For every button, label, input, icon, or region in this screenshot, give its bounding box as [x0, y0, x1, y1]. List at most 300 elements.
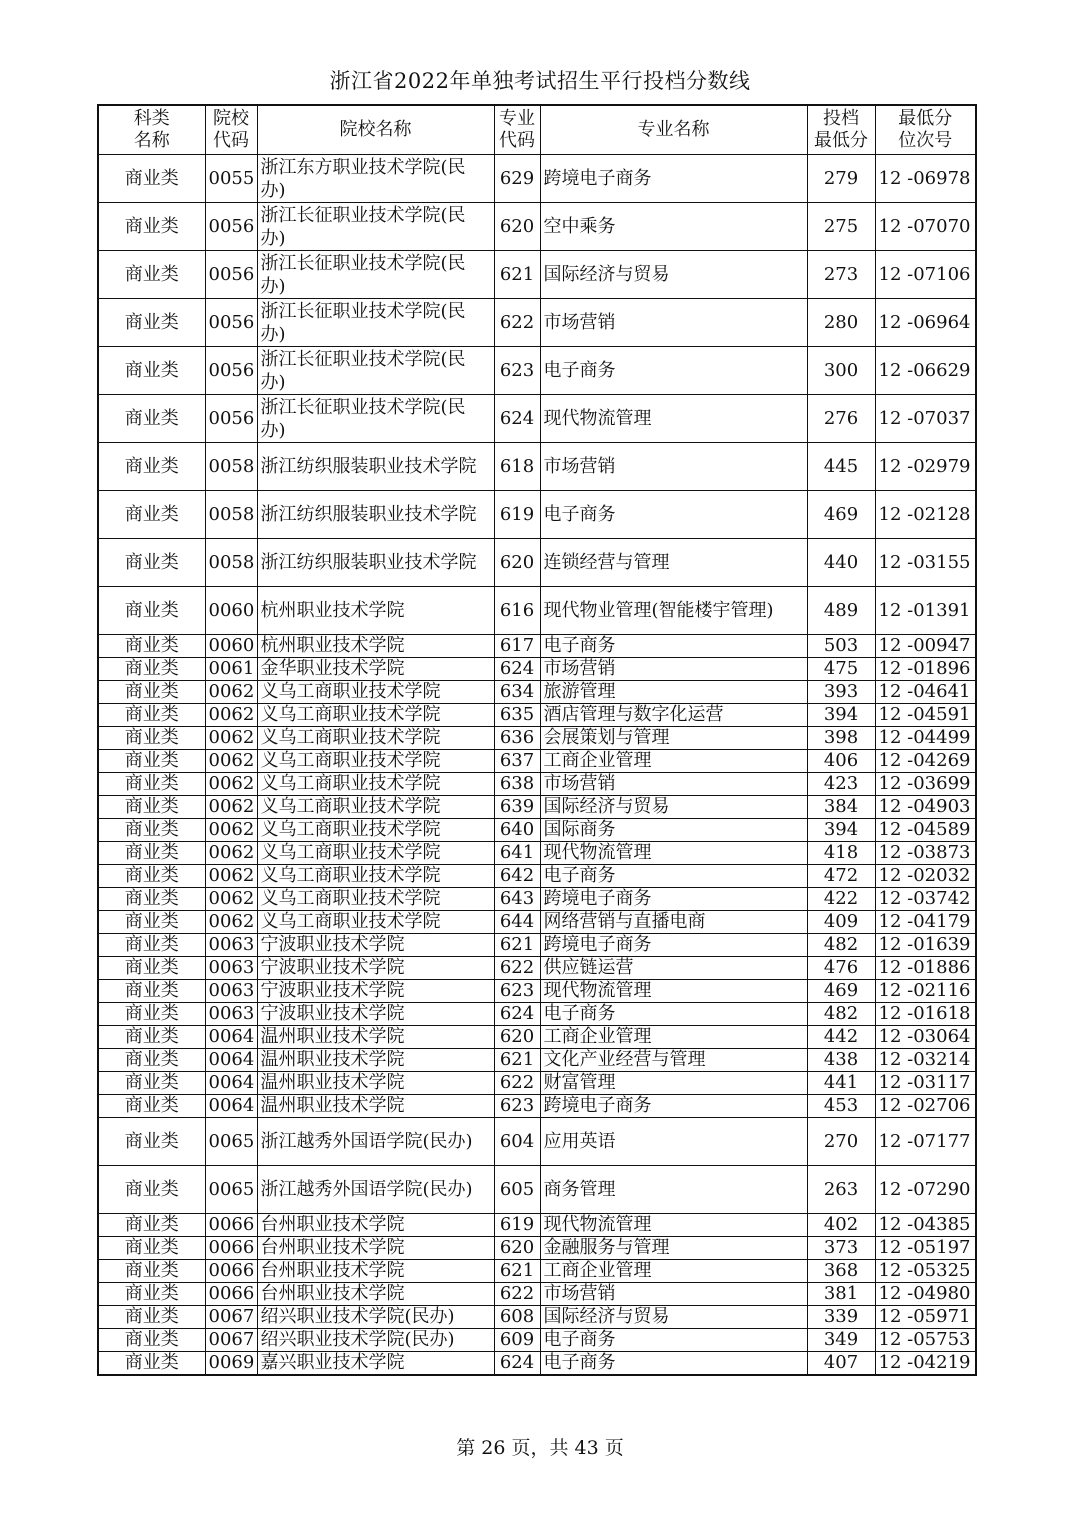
school-code-cell: 0064 [205, 1095, 257, 1118]
major-code-cell: 623 [494, 347, 540, 395]
category-cell: 商业类 [98, 1095, 205, 1118]
min-rank-cell: 12 -03117 [875, 1072, 976, 1095]
major-code-cell: 643 [494, 888, 540, 911]
category-cell: 商业类 [98, 1260, 205, 1283]
category-cell: 商业类 [98, 704, 205, 727]
table-row [98, 681, 976, 704]
table-row [98, 1166, 976, 1214]
table-row [98, 395, 976, 443]
school-name-cell: 义乌工商职业技术学院 [257, 888, 494, 911]
major-name-cell: 市场营销 [540, 1283, 807, 1306]
school-code-cell: 0056 [205, 203, 257, 251]
table-row [98, 539, 976, 587]
category-cell: 商业类 [98, 934, 205, 957]
school-code-cell: 0062 [205, 727, 257, 750]
school-name-cell: 浙江东方职业技术学院(民办) [257, 155, 494, 203]
min-rank-cell: 12 -07177 [875, 1118, 976, 1166]
school-name-cell: 义乌工商职业技术学院 [257, 911, 494, 934]
major-name-cell: 电子商务 [540, 1003, 807, 1026]
major-code-cell: 618 [494, 443, 540, 491]
school-code-cell: 0062 [205, 819, 257, 842]
table-row [98, 727, 976, 750]
table-row [98, 819, 976, 842]
category-cell: 商业类 [98, 587, 205, 635]
school-name-cell: 温州职业技术学院 [257, 1072, 494, 1095]
major-name-cell: 现代物流管理 [540, 395, 807, 443]
category-cell: 商业类 [98, 1026, 205, 1049]
min-score-cell: 368 [807, 1260, 875, 1283]
min-rank-cell: 12 -04385 [875, 1214, 976, 1237]
min-rank-cell: 12 -05753 [875, 1329, 976, 1352]
school-name-cell: 浙江越秀外国语学院(民办) [257, 1118, 494, 1166]
school-name-cell: 浙江纺织服装职业技术学院 [257, 443, 494, 491]
min-score-cell: 279 [807, 155, 875, 203]
school-name-cell: 宁波职业技术学院 [257, 934, 494, 957]
major-name-cell: 会展策划与管理 [540, 727, 807, 750]
school-code-cell: 0058 [205, 443, 257, 491]
min-score-cell: 373 [807, 1237, 875, 1260]
min-score-cell: 472 [807, 865, 875, 888]
table-row [98, 1003, 976, 1026]
table-row [98, 347, 976, 395]
min-score-cell: 503 [807, 635, 875, 658]
min-score-cell: 482 [807, 1003, 875, 1026]
category-cell: 商业类 [98, 842, 205, 865]
school-code-cell: 0056 [205, 395, 257, 443]
category-cell: 商业类 [98, 681, 205, 704]
table-row [98, 587, 976, 635]
min-rank-cell: 12 -02979 [875, 443, 976, 491]
major-name-cell: 现代物业管理(智能楼宇管理) [540, 587, 807, 635]
school-code-cell: 0069 [205, 1352, 257, 1376]
major-code-cell: 623 [494, 980, 540, 1003]
min-rank-cell: 12 -04179 [875, 911, 976, 934]
school-code-cell: 0056 [205, 251, 257, 299]
min-rank-cell: 12 -03699 [875, 773, 976, 796]
school-code-cell: 0063 [205, 957, 257, 980]
min-score-cell: 394 [807, 819, 875, 842]
school-name-cell: 浙江长征职业技术学院(民办) [257, 395, 494, 443]
major-code-cell: 644 [494, 911, 540, 934]
min-rank-cell: 12 -01618 [875, 1003, 976, 1026]
major-name-cell: 工商企业管理 [540, 1260, 807, 1283]
table-row [98, 299, 976, 347]
min-rank-cell: 12 -03742 [875, 888, 976, 911]
min-score-cell: 263 [807, 1166, 875, 1214]
table-row [98, 773, 976, 796]
min-score-cell: 482 [807, 934, 875, 957]
major-code-cell: 619 [494, 491, 540, 539]
school-code-cell: 0063 [205, 980, 257, 1003]
school-code-cell: 0063 [205, 934, 257, 957]
school-name-cell: 浙江长征职业技术学院(民办) [257, 299, 494, 347]
category-cell: 商业类 [98, 443, 205, 491]
major-name-cell: 电子商务 [540, 1329, 807, 1352]
min-rank-cell: 12 -04591 [875, 704, 976, 727]
min-score-cell: 409 [807, 911, 875, 934]
table-row [98, 1095, 976, 1118]
min-score-cell: 393 [807, 681, 875, 704]
table-row [98, 491, 976, 539]
min-rank-cell: 12 -07037 [875, 395, 976, 443]
min-rank-cell: 12 -03873 [875, 842, 976, 865]
school-name-cell: 宁波职业技术学院 [257, 980, 494, 1003]
min-rank-cell: 12 -04641 [875, 681, 976, 704]
min-score-cell: 418 [807, 842, 875, 865]
school-name-cell: 义乌工商职业技术学院 [257, 773, 494, 796]
major-name-cell: 旅游管理 [540, 681, 807, 704]
school-name-cell: 义乌工商职业技术学院 [257, 750, 494, 773]
min-score-cell: 445 [807, 443, 875, 491]
category-cell: 商业类 [98, 299, 205, 347]
min-rank-cell: 12 -03214 [875, 1049, 976, 1072]
school-code-cell: 0064 [205, 1049, 257, 1072]
major-name-cell: 酒店管理与数字化运营 [540, 704, 807, 727]
major-name-cell: 电子商务 [540, 1352, 807, 1376]
school-code-cell: 0062 [205, 704, 257, 727]
min-score-cell: 440 [807, 539, 875, 587]
major-code-cell: 604 [494, 1118, 540, 1166]
category-cell: 商业类 [98, 819, 205, 842]
table-row [98, 203, 976, 251]
school-code-cell: 0065 [205, 1166, 257, 1214]
header-row [98, 105, 976, 155]
category-cell: 商业类 [98, 1306, 205, 1329]
major-code-cell: 617 [494, 635, 540, 658]
category-cell: 商业类 [98, 957, 205, 980]
min-rank-cell: 12 -06629 [875, 347, 976, 395]
major-code-cell: 624 [494, 658, 540, 681]
major-name-cell: 电子商务 [540, 491, 807, 539]
table-row [98, 1026, 976, 1049]
min-rank-cell: 12 -02032 [875, 865, 976, 888]
major-code-cell: 620 [494, 203, 540, 251]
table-row [98, 1118, 976, 1166]
min-score-cell: 339 [807, 1306, 875, 1329]
school-code-cell: 0055 [205, 155, 257, 203]
school-name-cell: 温州职业技术学院 [257, 1049, 494, 1072]
school-code-cell: 0062 [205, 681, 257, 704]
major-name-cell: 现代物流管理 [540, 1214, 807, 1237]
category-cell: 商业类 [98, 491, 205, 539]
major-code-cell: 624 [494, 395, 540, 443]
table-row [98, 750, 976, 773]
school-code-cell: 0066 [205, 1214, 257, 1237]
school-name-cell: 浙江纺织服装职业技术学院 [257, 491, 494, 539]
major-code-cell: 622 [494, 957, 540, 980]
major-code-cell: 622 [494, 1283, 540, 1306]
school-code-cell: 0056 [205, 299, 257, 347]
table-row [98, 888, 976, 911]
min-score-cell: 280 [807, 299, 875, 347]
category-cell: 商业类 [98, 635, 205, 658]
min-score-cell: 438 [807, 1049, 875, 1072]
category-cell: 商业类 [98, 155, 205, 203]
category-cell: 商业类 [98, 911, 205, 934]
school-name-cell: 浙江纺织服装职业技术学院 [257, 539, 494, 587]
school-code-cell: 0062 [205, 796, 257, 819]
school-name-cell: 浙江越秀外国语学院(民办) [257, 1166, 494, 1214]
school-code-cell: 0065 [205, 1118, 257, 1166]
table-row [98, 911, 976, 934]
school-name-cell: 金华职业技术学院 [257, 658, 494, 681]
table-row [98, 251, 976, 299]
major-name-cell: 国际经济与贸易 [540, 251, 807, 299]
school-code-cell: 0058 [205, 539, 257, 587]
min-score-cell: 406 [807, 750, 875, 773]
school-name-cell: 杭州职业技术学院 [257, 587, 494, 635]
major-name-cell: 应用英语 [540, 1118, 807, 1166]
min-score-cell: 275 [807, 203, 875, 251]
school-name-cell: 义乌工商职业技术学院 [257, 727, 494, 750]
table-row [98, 1049, 976, 1072]
min-score-cell: 475 [807, 658, 875, 681]
major-name-cell: 电子商务 [540, 865, 807, 888]
table-row [98, 704, 976, 727]
school-name-cell: 杭州职业技术学院 [257, 635, 494, 658]
major-code-cell: 638 [494, 773, 540, 796]
min-rank-cell: 12 -02128 [875, 491, 976, 539]
major-name-cell: 跨境电子商务 [540, 155, 807, 203]
school-code-cell: 0062 [205, 750, 257, 773]
major-name-cell: 市场营销 [540, 299, 807, 347]
major-name-cell: 工商企业管理 [540, 1026, 807, 1049]
min-score-cell: 441 [807, 1072, 875, 1095]
major-name-cell: 跨境电子商务 [540, 934, 807, 957]
category-cell: 商业类 [98, 773, 205, 796]
major-code-cell: 634 [494, 681, 540, 704]
min-rank-cell: 12 -07106 [875, 251, 976, 299]
school-code-cell: 0062 [205, 911, 257, 934]
major-code-cell: 621 [494, 1260, 540, 1283]
major-code-cell: 620 [494, 1237, 540, 1260]
major-name-cell: 工商企业管理 [540, 750, 807, 773]
school-name-cell: 温州职业技术学院 [257, 1095, 494, 1118]
school-code-cell: 0060 [205, 587, 257, 635]
school-code-cell: 0058 [205, 491, 257, 539]
category-cell: 商业类 [98, 395, 205, 443]
min-rank-cell: 12 -04903 [875, 796, 976, 819]
min-rank-cell: 12 -05971 [875, 1306, 976, 1329]
min-score-cell: 469 [807, 491, 875, 539]
category-cell: 商业类 [98, 865, 205, 888]
school-name-cell: 义乌工商职业技术学院 [257, 819, 494, 842]
category-cell: 商业类 [98, 251, 205, 299]
school-name-cell: 义乌工商职业技术学院 [257, 842, 494, 865]
category-cell: 商业类 [98, 347, 205, 395]
min-score-cell: 476 [807, 957, 875, 980]
category-cell: 商业类 [98, 1072, 205, 1095]
category-cell: 商业类 [98, 1049, 205, 1072]
min-rank-cell: 12 -05197 [875, 1237, 976, 1260]
min-rank-cell: 12 -07290 [875, 1166, 976, 1214]
major-code-cell: 636 [494, 727, 540, 750]
min-score-cell: 349 [807, 1329, 875, 1352]
major-name-cell: 现代物流管理 [540, 980, 807, 1003]
major-name-cell: 国际商务 [540, 819, 807, 842]
school-code-cell: 0062 [205, 842, 257, 865]
table-row [98, 1072, 976, 1095]
table-row [98, 155, 976, 203]
major-code-cell: 609 [494, 1329, 540, 1352]
school-code-cell: 0066 [205, 1237, 257, 1260]
school-code-cell: 0064 [205, 1072, 257, 1095]
school-name-cell: 义乌工商职业技术学院 [257, 865, 494, 888]
min-rank-cell: 12 -04980 [875, 1283, 976, 1306]
min-rank-cell: 12 -02116 [875, 980, 976, 1003]
header-major-code: 专业 代码 [494, 105, 540, 155]
category-cell: 商业类 [98, 1214, 205, 1237]
min-score-cell: 422 [807, 888, 875, 911]
major-name-cell: 跨境电子商务 [540, 888, 807, 911]
major-code-cell: 619 [494, 1214, 540, 1237]
major-code-cell: 616 [494, 587, 540, 635]
category-cell: 商业类 [98, 1352, 205, 1376]
header-min-rank: 最低分 位次号 [875, 105, 976, 155]
table-row [98, 1214, 976, 1237]
major-code-cell: 620 [494, 539, 540, 587]
major-name-cell: 金融服务与管理 [540, 1237, 807, 1260]
min-score-cell: 442 [807, 1026, 875, 1049]
major-code-cell: 624 [494, 1003, 540, 1026]
table-row [98, 957, 976, 980]
table-row [98, 1237, 976, 1260]
category-cell: 商业类 [98, 1329, 205, 1352]
school-code-cell: 0066 [205, 1260, 257, 1283]
major-code-cell: 635 [494, 704, 540, 727]
school-name-cell: 宁波职业技术学院 [257, 1003, 494, 1026]
school-name-cell: 台州职业技术学院 [257, 1260, 494, 1283]
school-name-cell: 宁波职业技术学院 [257, 957, 494, 980]
min-score-cell: 270 [807, 1118, 875, 1166]
min-score-cell: 407 [807, 1352, 875, 1376]
category-cell: 商业类 [98, 539, 205, 587]
major-code-cell: 620 [494, 1026, 540, 1049]
min-score-cell: 398 [807, 727, 875, 750]
major-name-cell: 电子商务 [540, 635, 807, 658]
category-cell: 商业类 [98, 1003, 205, 1026]
school-code-cell: 0062 [205, 773, 257, 796]
school-code-cell: 0062 [205, 865, 257, 888]
page-title: 浙江省2022年单独考试招生平行投档分数线 [329, 69, 751, 93]
category-cell: 商业类 [98, 203, 205, 251]
school-name-cell: 台州职业技术学院 [257, 1237, 494, 1260]
table-row [98, 865, 976, 888]
min-rank-cell: 12 -04269 [875, 750, 976, 773]
category-cell: 商业类 [98, 980, 205, 1003]
min-rank-cell: 12 -04499 [875, 727, 976, 750]
min-rank-cell: 12 -03155 [875, 539, 976, 587]
category-cell: 商业类 [98, 796, 205, 819]
min-score-cell: 394 [807, 704, 875, 727]
school-name-cell: 浙江长征职业技术学院(民办) [257, 203, 494, 251]
min-rank-cell: 12 -06978 [875, 155, 976, 203]
min-score-cell: 276 [807, 395, 875, 443]
school-code-cell: 0066 [205, 1283, 257, 1306]
major-name-cell: 空中乘务 [540, 203, 807, 251]
school-name-cell: 绍兴职业技术学院(民办) [257, 1329, 494, 1352]
table-row [98, 443, 976, 491]
school-name-cell: 义乌工商职业技术学院 [257, 796, 494, 819]
major-code-cell: 621 [494, 251, 540, 299]
category-cell: 商业类 [98, 658, 205, 681]
min-rank-cell: 12 -06964 [875, 299, 976, 347]
school-name-cell: 台州职业技术学院 [257, 1214, 494, 1237]
major-name-cell: 市场营销 [540, 658, 807, 681]
header-school-code: 院校 代码 [205, 105, 257, 155]
header-min-score: 投档 最低分 [807, 105, 875, 155]
school-code-cell: 0061 [205, 658, 257, 681]
min-score-cell: 381 [807, 1283, 875, 1306]
table-body [98, 155, 976, 1376]
major-name-cell: 市场营销 [540, 443, 807, 491]
school-name-cell: 温州职业技术学院 [257, 1026, 494, 1049]
major-code-cell: 629 [494, 155, 540, 203]
major-name-cell: 电子商务 [540, 347, 807, 395]
school-name-cell: 浙江长征职业技术学院(民办) [257, 251, 494, 299]
major-code-cell: 622 [494, 1072, 540, 1095]
min-rank-cell: 12 -04589 [875, 819, 976, 842]
table-row [98, 1283, 976, 1306]
major-name-cell: 国际经济与贸易 [540, 796, 807, 819]
min-score-cell: 300 [807, 347, 875, 395]
min-rank-cell: 12 -04219 [875, 1352, 976, 1376]
school-name-cell: 义乌工商职业技术学院 [257, 681, 494, 704]
school-name-cell: 绍兴职业技术学院(民办) [257, 1306, 494, 1329]
major-code-cell: 605 [494, 1166, 540, 1214]
category-cell: 商业类 [98, 1166, 205, 1214]
school-code-cell: 0067 [205, 1306, 257, 1329]
major-code-cell: 622 [494, 299, 540, 347]
header-major-name: 专业名称 [540, 105, 807, 155]
table-row [98, 980, 976, 1003]
major-code-cell: 642 [494, 865, 540, 888]
major-name-cell: 跨境电子商务 [540, 1095, 807, 1118]
major-name-cell: 商务管理 [540, 1166, 807, 1214]
major-code-cell: 624 [494, 1352, 540, 1376]
school-code-cell: 0062 [205, 888, 257, 911]
category-cell: 商业类 [98, 888, 205, 911]
min-score-cell: 384 [807, 796, 875, 819]
table-row [98, 1260, 976, 1283]
school-code-cell: 0063 [205, 1003, 257, 1026]
school-name-cell: 浙江长征职业技术学院(民办) [257, 347, 494, 395]
min-score-cell: 469 [807, 980, 875, 1003]
min-score-cell: 489 [807, 587, 875, 635]
min-rank-cell: 12 -00947 [875, 635, 976, 658]
category-cell: 商业类 [98, 1237, 205, 1260]
table-row [98, 635, 976, 658]
school-code-cell: 0056 [205, 347, 257, 395]
school-name-cell: 台州职业技术学院 [257, 1283, 494, 1306]
table-row [98, 796, 976, 819]
min-rank-cell: 12 -01391 [875, 587, 976, 635]
header-category: 科类 名称 [98, 105, 205, 155]
category-cell: 商业类 [98, 1118, 205, 1166]
min-score-cell: 402 [807, 1214, 875, 1237]
major-name-cell: 连锁经营与管理 [540, 539, 807, 587]
table-row [98, 842, 976, 865]
min-rank-cell: 12 -03064 [875, 1026, 976, 1049]
table-row [98, 1352, 976, 1376]
table-row [98, 1306, 976, 1329]
school-code-cell: 0067 [205, 1329, 257, 1352]
table-row [98, 934, 976, 957]
min-rank-cell: 12 -01896 [875, 658, 976, 681]
major-name-cell: 财富管理 [540, 1072, 807, 1095]
school-name-cell: 嘉兴职业技术学院 [257, 1352, 494, 1376]
major-code-cell: 621 [494, 934, 540, 957]
